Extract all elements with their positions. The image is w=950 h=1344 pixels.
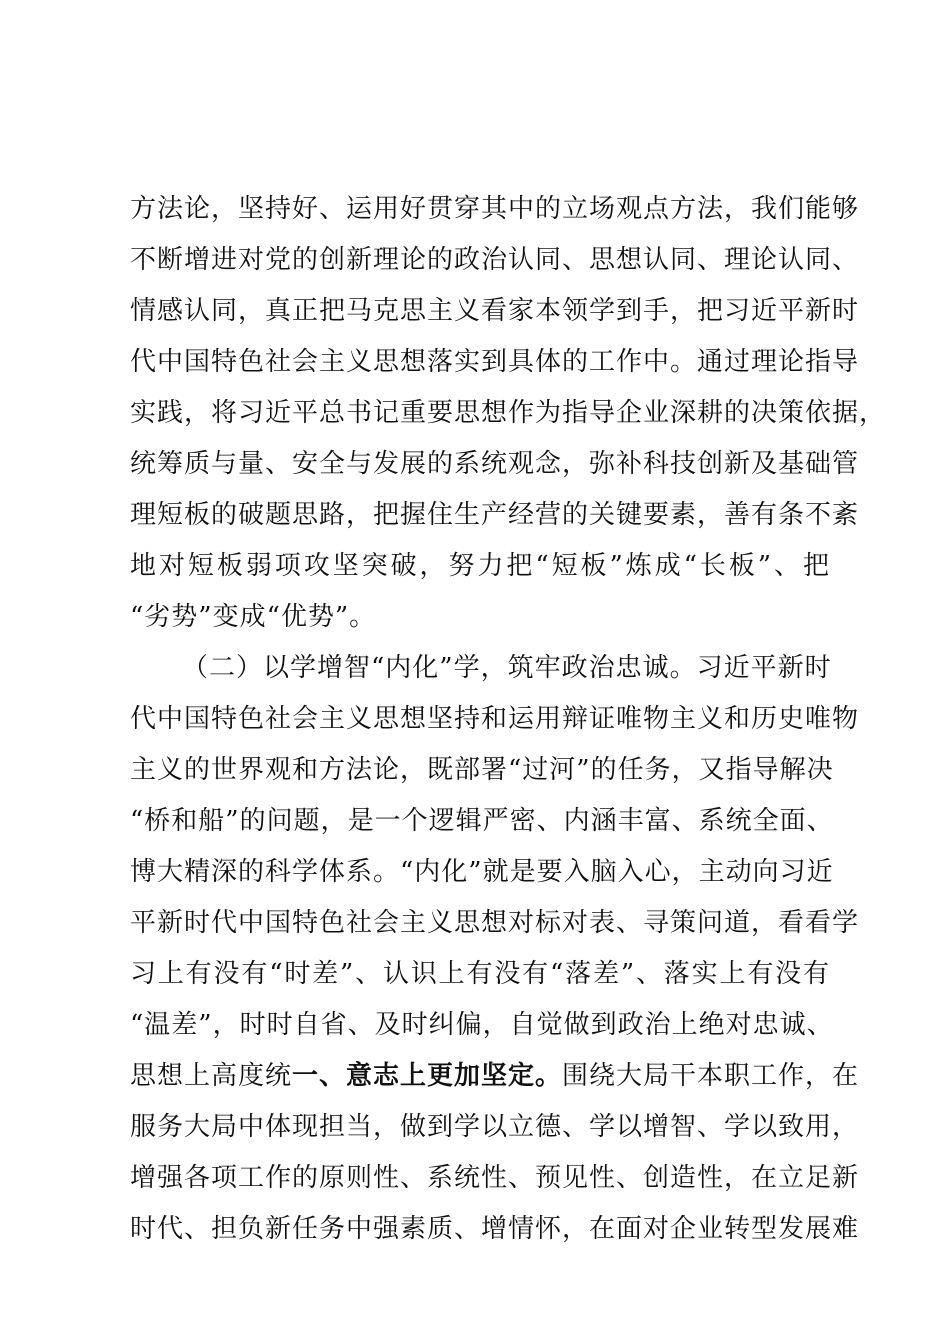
text-line: 时代、担负新任务中强素质、增情怀，在面对企业转型发展难 <box>130 1214 860 1244</box>
text-line: 代中国特色社会主义思想坚持和运用辩证唯物主义和历史唯物 <box>130 704 860 734</box>
text-line: 代中国特色社会主义思想落实到具体的工作中。通过理论指导 <box>130 347 860 377</box>
text-line: “桥和船”的问题，是一个逻辑严密、内涵丰富、系统全面、 <box>130 806 834 836</box>
text-line: 习上有没有“时差”、认识上有没有“落差”、落实上有没有 <box>130 959 830 989</box>
text-line: 方法论，坚持好、运用好贯穿其中的立场观点方法，我们能够 <box>130 194 860 224</box>
text-line: 地对短板弱项攻坚突破，努力把“短板”炼成“长板”、把 <box>130 551 830 581</box>
text-line-mixed <box>130 1056 860 1096</box>
text-segment: 思想上高度统 <box>130 1061 293 1091</box>
text-line: “劣势”变成“优势”。 <box>130 602 377 632</box>
text-line: 实践，将习近平总书记重要思想作为指导企业深耕的决策依据， <box>130 398 887 428</box>
section-heading-line: （二）以学增智“内化”学，筑牢政治忠诚。习近平新时 <box>182 653 832 683</box>
text-line: 平新时代中国特色社会主义思想对标对表、寻策问道，看看学 <box>130 908 860 938</box>
text-line: 统筹质与量、安全与发展的系统观念，弥补科技创新及基础管 <box>130 449 860 479</box>
text-line: 情感认同，真正把马克思主义看家本领学到手，把习近平新时 <box>130 296 860 326</box>
text-line: 增强各项工作的原则性、系统性、预见性、创造性，在立足新 <box>130 1163 860 1193</box>
text-line: “温差”，时时自省、及时纠偏，自觉做到政治上绝对忠诚、 <box>130 1010 834 1040</box>
text-line: 服务大局中体现担当，做到学以立德、学以增智、学以致用， <box>130 1112 860 1142</box>
text-line: 主义的世界观和方法论，既部署“过河”的任务，又指导解决 <box>130 755 834 785</box>
text-line: 理短板的破题思路，把握住生产经营的关键要素，善有条不紊 <box>130 500 860 530</box>
text-segment: 围绕大局干本职工作，在 <box>562 1061 860 1091</box>
bold-text-segment: 一、意志上更加坚定。 <box>292 1061 563 1091</box>
text-line: 博大精深的科学体系。“内化”就是要入脑入心，主动向习近 <box>130 857 834 887</box>
text-line: 不断增进对党的创新理论的政治认同、思想认同、理论认同、 <box>130 245 860 275</box>
